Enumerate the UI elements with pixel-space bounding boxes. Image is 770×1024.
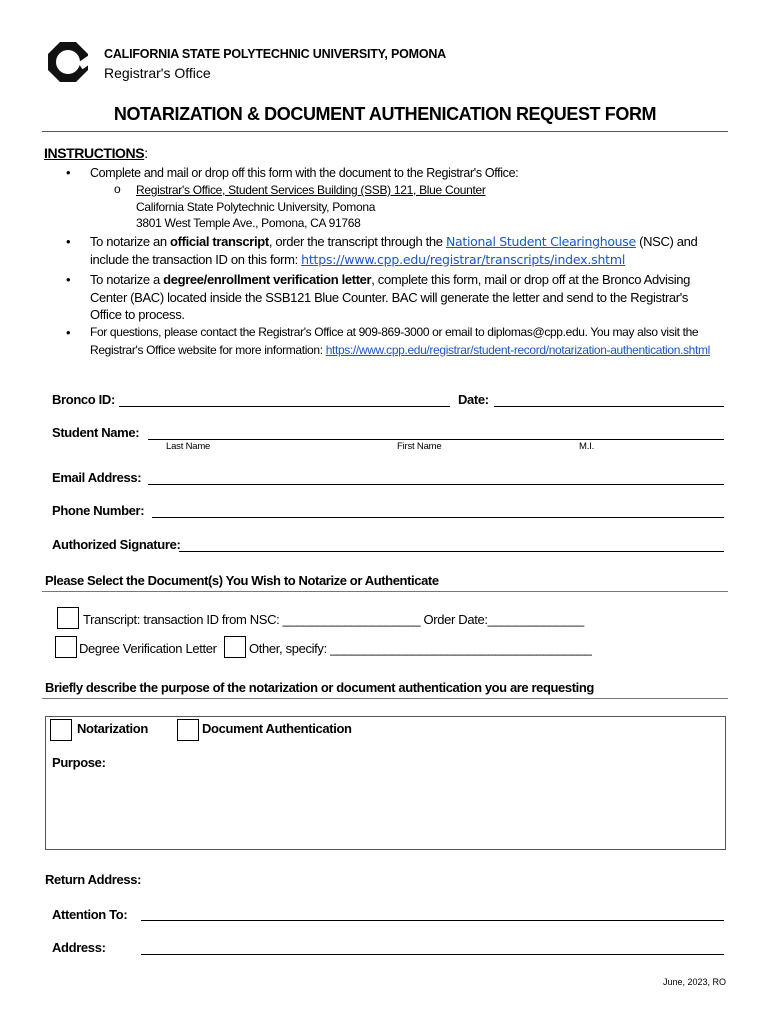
transcript-line2-pre: include the transaction ID on this form:: [90, 251, 302, 267]
email-input[interactable]: [148, 484, 724, 485]
signature-input[interactable]: [179, 551, 724, 552]
address-line-1: Registrar's Office, Student Services Building (SSB) 121, Blue Counter: [136, 183, 486, 197]
first-name-caption: First Name: [397, 441, 442, 452]
instruction-item-questions: [90, 324, 730, 359]
phone-input[interactable]: [152, 517, 724, 518]
mi-caption: M.I.: [579, 441, 595, 452]
verification-line3: Office to process.: [90, 307, 185, 322]
transcript-text-mid: , order the transcript through the: [268, 234, 446, 249]
office-name: Registrar's Office: [104, 65, 211, 81]
student-name-label: Student Name:: [52, 425, 140, 440]
sub-bullet-icon: o: [114, 182, 121, 196]
instructions-colon: :: [144, 145, 149, 161]
instructions-heading: [44, 145, 148, 161]
transcript-text-pre: To notarize an: [90, 234, 171, 249]
phone-label: Phone Number:: [52, 503, 145, 518]
university-name: CALIFORNIA STATE POLYTECHNIC UNIVERSITY, POMONA: [104, 47, 447, 61]
purpose-box[interactable]: [45, 716, 726, 850]
notarization-label: Notarization: [77, 721, 148, 736]
email-label: Email Address:: [52, 470, 142, 485]
bronco-id-input[interactable]: [119, 406, 450, 407]
instruction-item-verification: [90, 271, 730, 324]
verification-line2: Center (BAC) located inside the SSB121 Blue Counter. BAC will generate the letter and send to the Registrar's: [90, 289, 689, 305]
documents-heading: Please Select the Document(s) You Wish to Notarize or Authenticate: [45, 573, 439, 588]
notarization-url-link[interactable]: https://www.cpp.edu/registrar/student-record/notarization-authentication.shtml: [325, 342, 710, 357]
date-label: Date:: [458, 392, 489, 407]
verification-text-post: , complete this form, mail or drop off at the Bronco Advising: [371, 272, 691, 287]
questions-line2-pre: Registrar's Office website for more information:: [90, 342, 326, 357]
student-name-input[interactable]: [148, 439, 724, 440]
purpose-heading: Briefly describe the purpose of the notarization or document authentication you are requesting: [45, 680, 594, 695]
address-label: Address:: [52, 940, 106, 955]
return-address-heading: Return Address:: [45, 872, 142, 887]
footer-revision: June, 2023, RO: [662, 977, 726, 987]
title-divider: [42, 131, 728, 132]
attention-to-label: Attention To:: [52, 907, 128, 922]
last-name-caption: Last Name: [166, 441, 211, 452]
signature-label: Authorized Signature:: [52, 537, 181, 552]
verification-bold: degree/enrollment verification letter: [163, 272, 372, 287]
questions-line1: For questions, please contact the Registrar's Office at 909-869-3000 or email to diplomas@cpp.edu. You may also visit the: [90, 325, 699, 339]
authentication-label: Document Authentication: [202, 721, 352, 736]
bullet-icon: •: [66, 272, 71, 287]
address-line-2: California State Polytechnic University, Pomona: [136, 200, 376, 214]
transcript-text-post: (NSC) and: [635, 234, 698, 249]
address-input[interactable]: [141, 954, 724, 955]
purpose-divider: [42, 698, 728, 699]
notarization-checkbox[interactable]: [50, 719, 72, 741]
transcript-bold: official transcript: [170, 234, 269, 249]
transcript-checkbox[interactable]: [57, 607, 79, 629]
bullet-icon: •: [66, 234, 71, 249]
purpose-label: Purpose:: [52, 755, 106, 770]
address-line-3: 3801 West Temple Ave., Pomona, CA 91768: [136, 216, 361, 230]
date-input[interactable]: [494, 406, 724, 407]
nsc-link[interactable]: National Student Clearinghouse: [445, 234, 636, 249]
instructions-label: INSTRUCTIONS: [44, 145, 145, 161]
degree-verification-checkbox[interactable]: [55, 636, 77, 658]
bullet-icon: •: [66, 325, 71, 340]
other-specify-label: Other, specify: ______________________________________: [249, 641, 592, 656]
verification-text-pre: To notarize a: [90, 272, 164, 287]
other-checkbox[interactable]: [224, 636, 246, 658]
cpp-logo-icon: [44, 38, 92, 86]
transcript-option-label: Transcript: transaction ID from NSC: ____________________ Order Date:______________: [83, 612, 584, 627]
bullet-icon: •: [66, 165, 71, 180]
attention-to-input[interactable]: [141, 920, 724, 921]
documents-divider: [42, 591, 728, 592]
authentication-checkbox[interactable]: [177, 719, 199, 741]
degree-verification-label: Degree Verification Letter: [79, 641, 217, 656]
form-title: NOTARIZATION & DOCUMENT AUTHENICATION REQUEST FORM: [113, 104, 657, 124]
instruction-item-mail: Complete and mail or drop off this form with the document to the Registrar's Office:: [90, 166, 519, 180]
bronco-id-label: Bronco ID:: [52, 392, 115, 407]
transcripts-url-link[interactable]: https://www.cpp.edu/registrar/transcripts/index.shtml: [301, 251, 626, 267]
instruction-item-transcript: [90, 233, 730, 268]
